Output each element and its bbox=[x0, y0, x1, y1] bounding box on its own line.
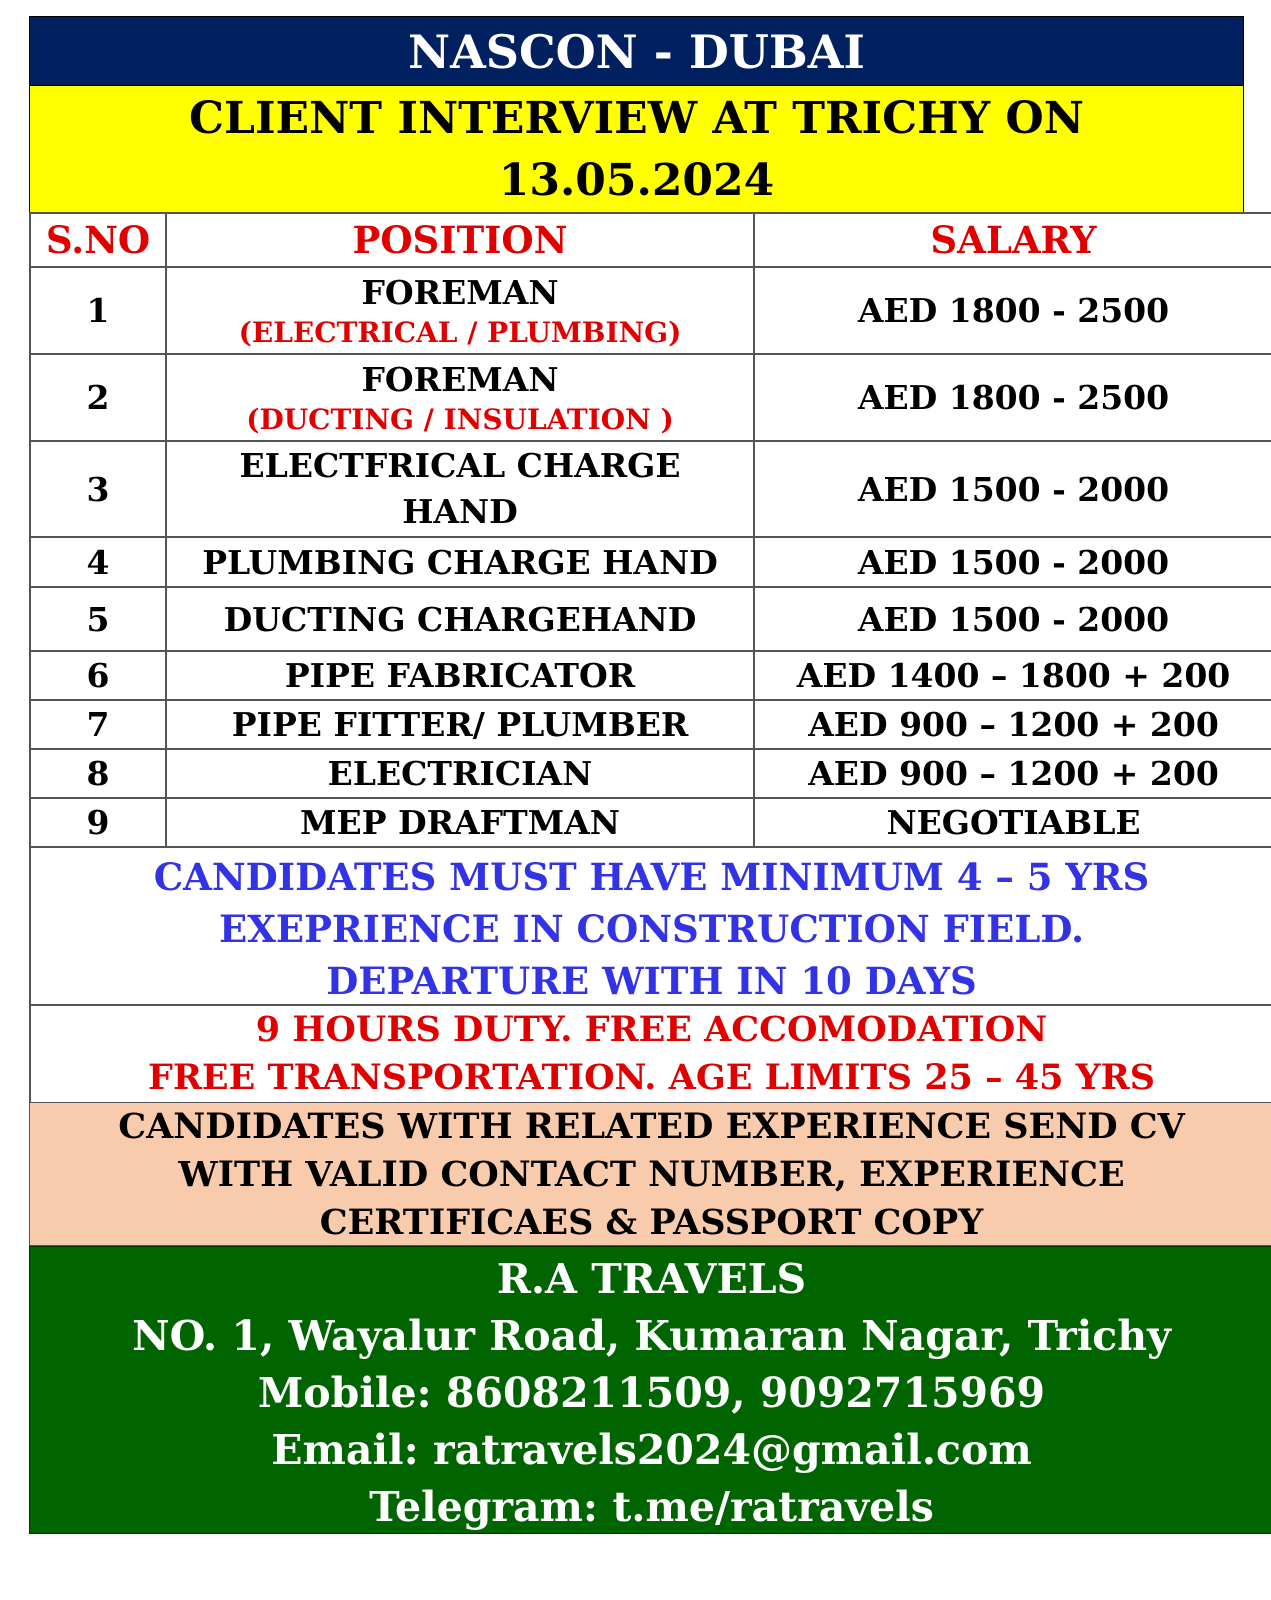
row-position: DUCTING CHARGEHAND bbox=[166, 587, 754, 651]
row-salary: AED 900 – 1200 + 200 bbox=[754, 749, 1271, 798]
table-row bbox=[30, 267, 1271, 354]
row-salary: AED 1500 - 2000 bbox=[754, 441, 1271, 537]
requirements-block bbox=[29, 848, 1271, 1006]
row-sno: 8 bbox=[30, 749, 166, 798]
requirements-line: EXEPRIENCE IN CONSTRUCTION FIELD. bbox=[219, 907, 1084, 951]
agency-name: R.A TRAVELS bbox=[496, 1255, 807, 1303]
benefits-line: FREE TRANSPORTATION. AGE LIMITS 25 – 45 YRS bbox=[147, 1057, 1156, 1098]
row-salary: AED 900 – 1200 + 200 bbox=[754, 700, 1271, 749]
row-salary: AED 1800 - 2500 bbox=[754, 267, 1271, 354]
row-position bbox=[166, 354, 754, 441]
contact-block bbox=[29, 1246, 1271, 1534]
benefits-line: 9 HOURS DUTY. FREE ACCOMODATION bbox=[255, 1009, 1048, 1050]
position-detail: (ELECTRICAL / PLUMBING) bbox=[238, 315, 682, 349]
interview-date: 13.05.2024 bbox=[498, 155, 775, 206]
row-sno: 9 bbox=[30, 798, 166, 847]
apply-line: CERTIFICAES & PASSPORT COPY bbox=[319, 1202, 984, 1243]
positions-table bbox=[29, 212, 1271, 848]
row-salary: AED 1400 – 1800 + 200 bbox=[754, 651, 1271, 700]
table-row bbox=[30, 798, 1271, 847]
table-row bbox=[30, 700, 1271, 749]
table-header-row bbox=[30, 213, 1271, 267]
interview-banner bbox=[29, 86, 1244, 212]
apply-line: WITH VALID CONTACT NUMBER, EXPERIENCE bbox=[178, 1154, 1125, 1195]
agency-telegram: Telegram: t.me/ratravels bbox=[369, 1483, 934, 1531]
poster-title: NASCON - DUBAI bbox=[29, 16, 1244, 86]
row-sno: 4 bbox=[30, 537, 166, 587]
column-header-sno: S.NO bbox=[30, 213, 166, 267]
row-salary: AED 1800 - 2500 bbox=[754, 354, 1271, 441]
table-row bbox=[30, 354, 1271, 441]
row-salary: AED 1500 - 2000 bbox=[754, 587, 1271, 651]
benefits-block bbox=[29, 1006, 1271, 1102]
row-position: MEP DRAFTMAN bbox=[166, 798, 754, 847]
row-sno: 6 bbox=[30, 651, 166, 700]
table-row bbox=[30, 441, 1271, 537]
agency-mobile: Mobile: 8608211509, 9092715969 bbox=[257, 1369, 1046, 1417]
row-sno: 7 bbox=[30, 700, 166, 749]
row-sno: 2 bbox=[30, 354, 166, 441]
column-header-salary: SALARY bbox=[754, 213, 1271, 267]
position-title: ELECTFRICAL CHARGE HAND bbox=[239, 446, 681, 531]
row-sno: 3 bbox=[30, 441, 166, 537]
position-title: FOREMAN bbox=[361, 359, 559, 399]
column-header-position: POSITION bbox=[166, 213, 754, 267]
row-position: PIPE FITTER/ PLUMBER bbox=[166, 700, 754, 749]
requirements-line: DEPARTURE WITH IN 10 DAYS bbox=[326, 959, 977, 1003]
application-instructions bbox=[29, 1102, 1271, 1246]
interview-banner-line1: CLIENT INTERVIEW AT TRICHY ON bbox=[189, 93, 1084, 144]
row-position: PIPE FABRICATOR bbox=[166, 651, 754, 700]
row-sno: 5 bbox=[30, 587, 166, 651]
row-salary: NEGOTIABLE bbox=[754, 798, 1271, 847]
row-position: PLUMBING CHARGE HAND bbox=[166, 537, 754, 587]
agency-address: NO. 1, Wayalur Road, Kumaran Nagar, Trichy bbox=[132, 1312, 1171, 1360]
agency-email: Email: ratravels2024@gmail.com bbox=[271, 1426, 1032, 1474]
apply-line: CANDIDATES WITH RELATED EXPERIENCE SEND CV bbox=[118, 1106, 1185, 1147]
row-position: ELECTRICIAN bbox=[166, 749, 754, 798]
row-sno: 1 bbox=[30, 267, 166, 354]
position-title: FOREMAN bbox=[361, 272, 559, 312]
requirements-line: CANDIDATES MUST HAVE MINIMUM 4 – 5 YRS bbox=[153, 855, 1150, 899]
table-row bbox=[30, 651, 1271, 700]
job-poster bbox=[29, 16, 1244, 1534]
row-position bbox=[166, 267, 754, 354]
row-salary: AED 1500 - 2000 bbox=[754, 537, 1271, 587]
table-row bbox=[30, 537, 1271, 587]
table-row bbox=[30, 749, 1271, 798]
table-row bbox=[30, 587, 1271, 651]
row-position bbox=[166, 441, 754, 537]
position-detail: (DUCTING / INSULATION ) bbox=[246, 402, 674, 436]
